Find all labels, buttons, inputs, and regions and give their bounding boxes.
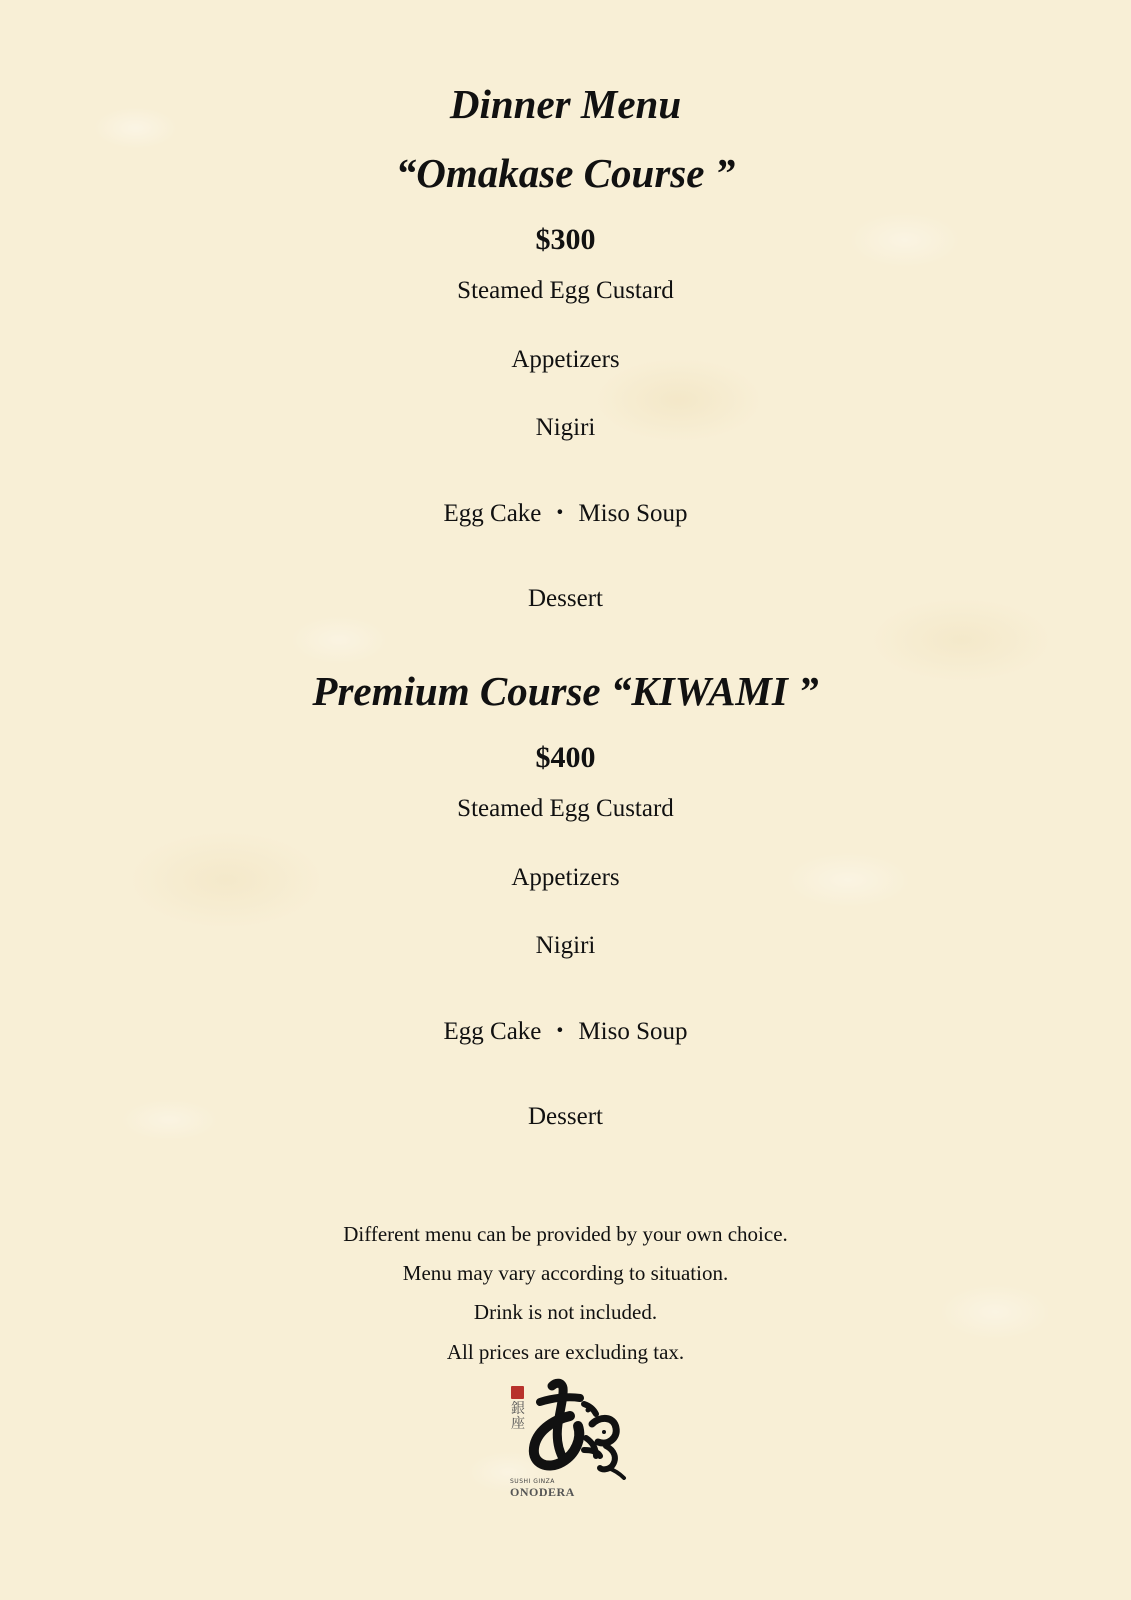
note-vary: Menu may vary according to situation. — [402, 1261, 729, 1285]
course-1-item-nigiri: Nigiri — [535, 414, 596, 441]
course-2-name: Premium Course “KIWAMI ” — [312, 668, 819, 714]
course-2-item-egg-cake: Egg Cake — [443, 1018, 542, 1045]
course-1-item-appetizers: Appetizers — [511, 346, 620, 373]
item-separator: ・ — [547, 1018, 573, 1045]
course-1-name: “Omakase Course ” — [395, 150, 736, 196]
note-drink: Drink is not included. — [473, 1300, 658, 1324]
note-tax: All prices are excluding tax. — [446, 1340, 685, 1364]
item-separator: ・ — [547, 500, 573, 527]
course-1-item-miso-soup: Miso Soup — [578, 500, 688, 527]
course-2-item-miso-soup: Miso Soup — [578, 1018, 688, 1045]
calligraphy-logo-icon — [522, 1376, 628, 1480]
course-1-item-egg-cake: Egg Cake — [443, 500, 542, 527]
course-2-price: $400 — [535, 741, 596, 774]
course-2-item-egg-cake-miso — [0, 1017, 1131, 1047]
logo-brand-name: ONODERA — [510, 1485, 575, 1499]
course-1-item-custard: Steamed Egg Custard — [457, 277, 674, 304]
note-choice: Different menu can be provided by your own choice. — [343, 1222, 788, 1246]
course-1-price: $300 — [535, 223, 596, 256]
course-2-item-appetizers: Appetizers — [511, 864, 620, 891]
ginza-vertical-text: 銀座 — [511, 1401, 525, 1432]
course-1-item-egg-cake-miso — [0, 499, 1131, 529]
logo-tagline: SUSHI GINZA — [510, 1478, 555, 1485]
restaurant-logo — [504, 1376, 628, 1502]
course-2-item-dessert: Dessert — [528, 1103, 603, 1130]
menu-title: Dinner Menu — [449, 81, 682, 127]
course-2-item-custard: Steamed Egg Custard — [457, 795, 674, 822]
course-1-item-dessert: Dessert — [528, 585, 603, 612]
course-2-item-nigiri: Nigiri — [535, 932, 596, 959]
